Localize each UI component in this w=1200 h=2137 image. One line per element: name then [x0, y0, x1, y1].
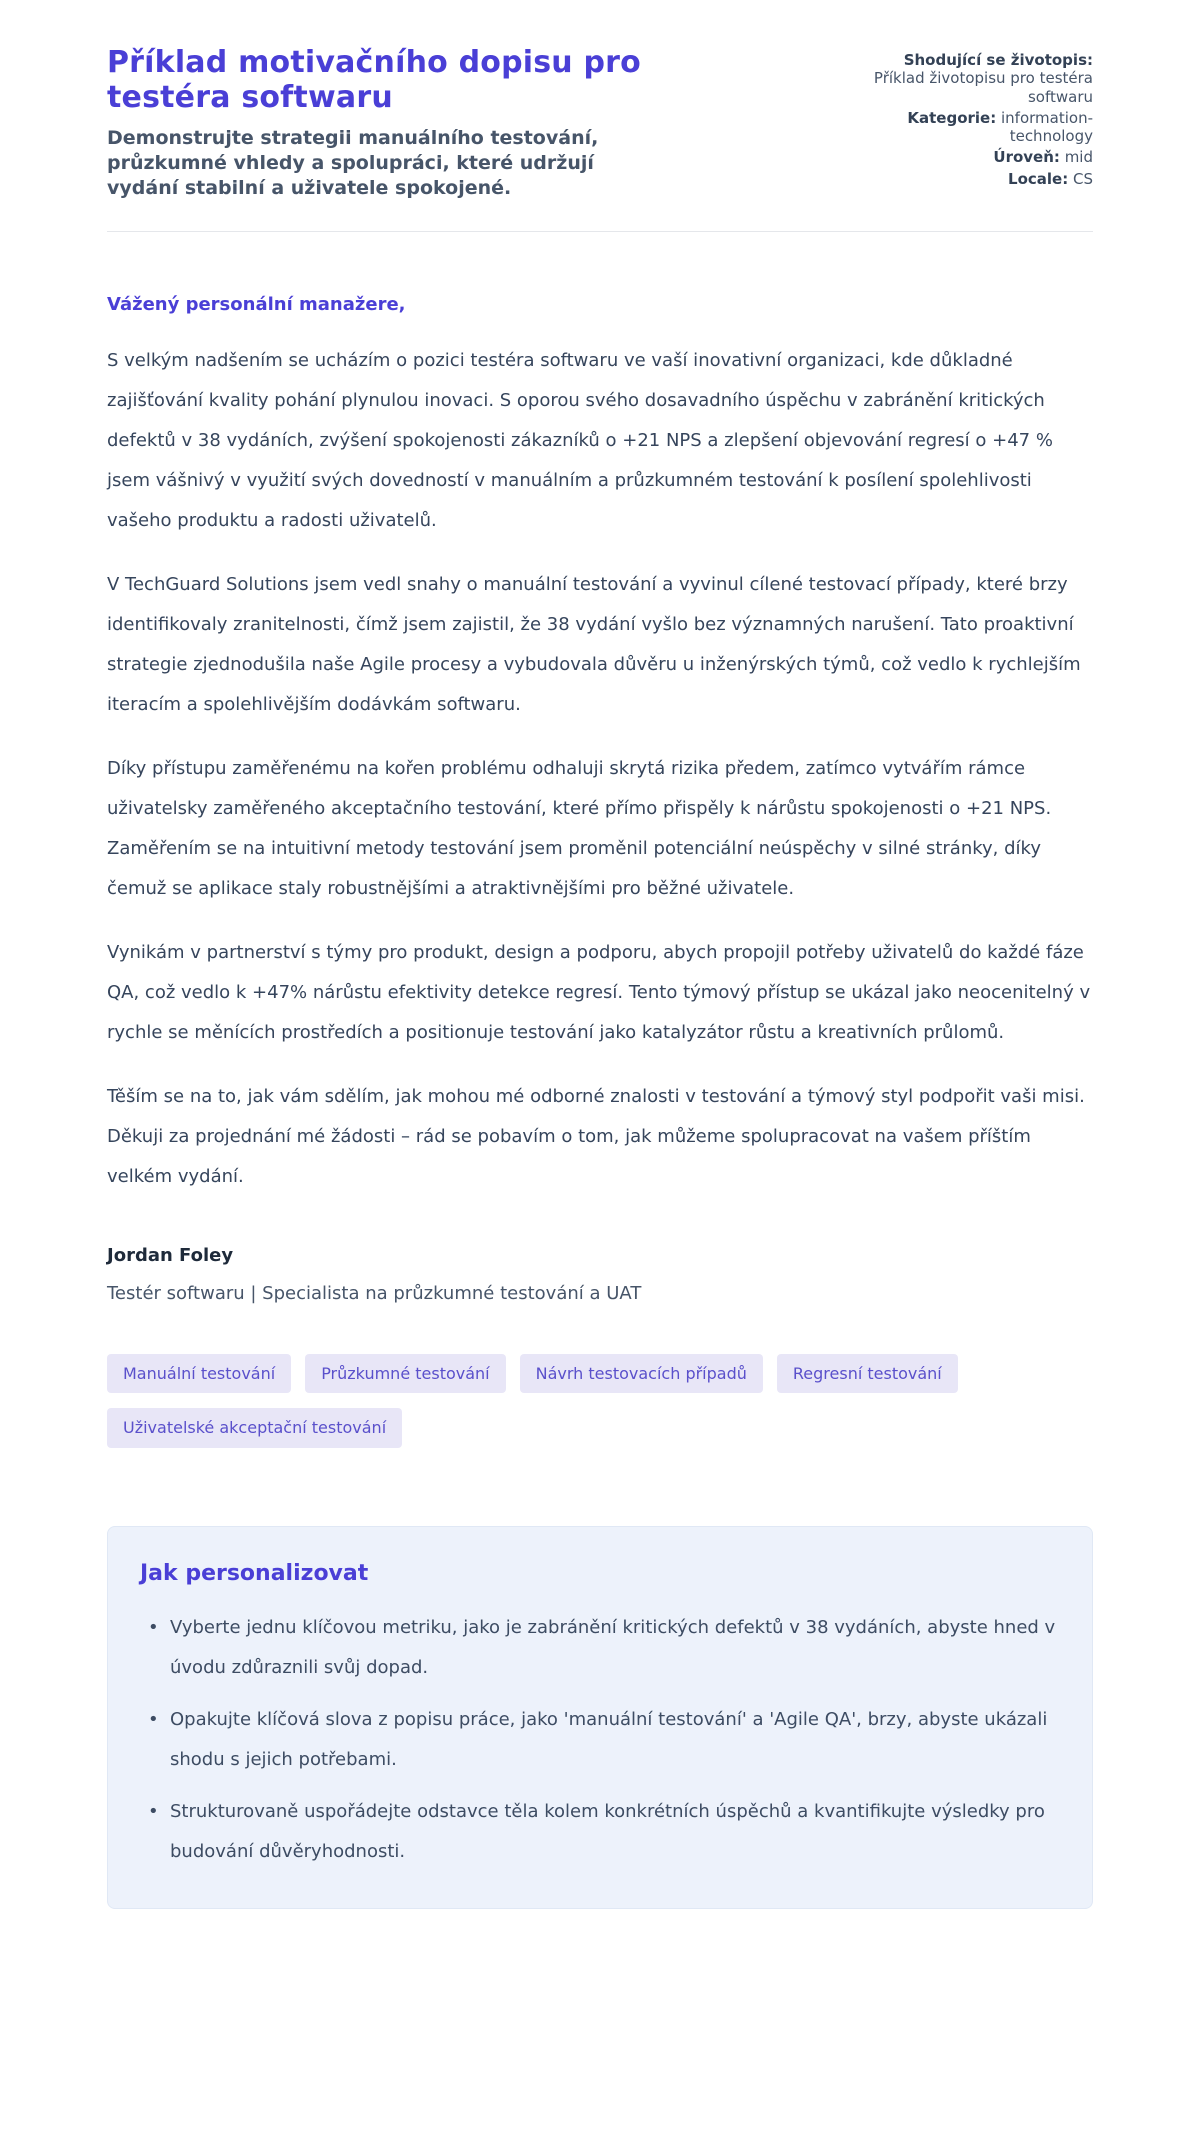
letter-paragraph: S velkým nadšením se ucházím o pozici testéra softwaru ve vaší inovativní organizaci, kde důkladné zajišťování kvality pohání plynulou inovaci. S oporou svého dosavadního úspěchu v zabránění kritických defektů v 38 vydáních, zvýšení spokojenosti zákazníků o +21 NPS a zlepšení objevování regresí o +47 % jsem vášnivý v využití svých dovedností v manuálním a průzkumném testování k posílení spolehlivosti vašeho produktu a radosti uživatelů. — [107, 349, 1053, 531]
letter-paragraph: Těším se na to, jak vám sdělím, jak mohou mé odborné znalosti v testování a týmový styl podpořit vaši misi. Děkuji za projednání mé žádosti – rád se pobavím o tom, jak můžeme spolupracovat na vašem příštím velkém vydání. — [107, 1085, 1085, 1187]
letter-paragraph: V TechGuard Solutions jsem vedl snahy o manuální testování a vyvinul cílené testovací případy, které brzy identifikovaly zranitelnosti, čímž jsem zajistil, že 38 vydání vyšlo bez významných narušení. Tato proaktivní strategie zjednodušila naše Agile procesy a vybudovala důvěru u inženýrských týmů, což vedlo k rychlejším iteracím a spolehlivějším dodávkám softwaru. — [107, 573, 1081, 715]
cover-letter-body — [107, 294, 1093, 1304]
page-subtitle: Demonstrujte strategii manuálního testování, průzkumné vhledy a spolupráci, které udržují vydání stabilní a uživatele spokojené. — [107, 126, 599, 199]
personalization-tips-panel — [107, 1526, 1093, 1909]
skill-tag: Manuální testování — [107, 1354, 291, 1394]
skill-tag: Regresní testování — [777, 1354, 958, 1394]
meta-value: mid — [1064, 148, 1093, 167]
skill-tag: Uživatelské akceptační testování — [107, 1408, 402, 1448]
document-page — [107, 0, 1093, 1959]
meta-label: Úroveň: — [993, 148, 1060, 167]
page-title: Příklad motivačního dopisu pro testéra softwaru — [107, 45, 641, 115]
paragraphs — [107, 341, 1093, 1197]
skill-tag: Návrh testovacích případů — [520, 1354, 763, 1394]
meta-value: Příklad životopisu pro testéra softwaru — [873, 69, 1093, 106]
meta-panel — [871, 46, 1093, 191]
meta-label: Shodující se životopis: — [903, 51, 1093, 69]
meta-item — [871, 170, 1093, 188]
meta-value: CS — [1073, 169, 1093, 188]
meta-item — [871, 51, 1093, 106]
header — [107, 46, 1093, 201]
tip-item: • Opakujte klíčová slova z popisu práce, jako 'manuální testování' a 'Agile QA', brzy, abyste ukázali shodu s jejich potřebami. — [140, 1700, 1060, 1780]
letter-paragraph: Vynikám v partnerství s týmy pro produkt, design a podporu, abych propojil potřeby uživatelů do každé fáze QA, což vedlo k +47% nárůstu efektivity detekce regresí. Tento týmový přístup se ukázal jako neocenitelný v rychle se měnících prostředích a positionuje testování jako katalyzátor růstu a kreativních průlomů. — [107, 941, 1091, 1043]
meta-item — [871, 148, 1093, 166]
tips-title: Jak personalizovat — [140, 1561, 369, 1587]
tip-item: • Vyberte jednu klíčovou metriku, jako je zabránění kritických defektů v 38 vydáních, abyste hned v úvodu zdůraznili svůj dopad. — [140, 1608, 1060, 1688]
salutation: Vážený personální manažere, — [107, 293, 406, 315]
header-divider — [107, 231, 1093, 232]
signature-role: Testér softwaru | Specialista na průzkumné testování a UAT — [107, 1282, 642, 1304]
letter-paragraph: Díky přístupu zaměřenému na kořen problému odhaluji skrytá rizika předem, zatímco vytvářím rámce uživatelsky zaměřeného akceptačního testování, které přímo přispěly k nárůstu spokojenosti o +21 NPS. Zaměřením se na intuitivní metody testování jsem proměnil potenciální neúspěchy v silné stránky, díky čemuž se aplikace staly robustnějšími a atraktivnějšími pro běžné uživatele. — [107, 757, 1052, 899]
meta-item — [871, 109, 1093, 146]
tip-item: • Strukturovaně uspořádejte odstavce těla kolem konkrétních úspěchů a kvantifikujte výsledky pro budování důvěryhodnosti. — [140, 1792, 1060, 1872]
skill-tags — [107, 1354, 1093, 1448]
tips-list — [140, 1608, 1060, 1872]
signature-name: Jordan Foley — [107, 1244, 234, 1266]
skill-tag: Průzkumné testování — [305, 1354, 505, 1394]
meta-label: Locale: — [1008, 169, 1069, 188]
meta-label: Kategorie: — [907, 108, 997, 127]
meta-value: information-technology — [1001, 108, 1093, 146]
header-title-block — [107, 46, 871, 201]
